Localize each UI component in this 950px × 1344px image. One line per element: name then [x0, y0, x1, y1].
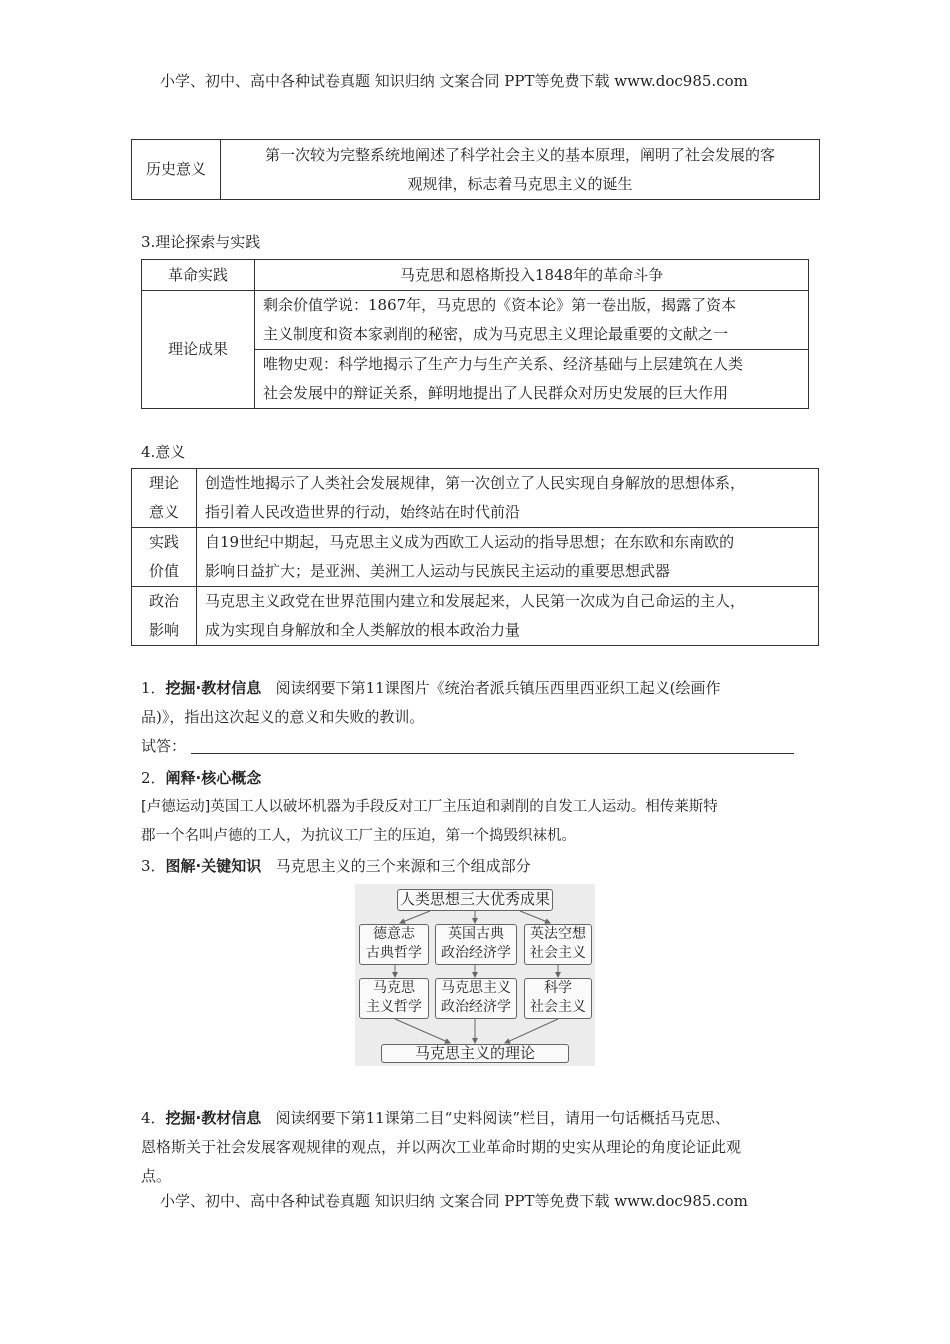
q1-heading: 挖掘·教材信息 [165, 679, 262, 697]
text-line: 指引着人民改造世界的行动，始终站在时代前沿 [205, 503, 521, 521]
significance-table [131, 468, 819, 646]
box-line: 古典哲学 [366, 945, 422, 961]
box-line: 社会主义 [530, 945, 586, 961]
q4-heading: 挖掘·教材信息 [165, 1109, 262, 1127]
box-line: 政治经济学 [441, 999, 511, 1015]
theory-surplus-value [255, 291, 809, 350]
practice-label: 革命实践 [142, 260, 255, 291]
q4-text-1: 阅读纲要下第11课第二目“史料阅读”栏目，请用一句话概括马克思、 [275, 1109, 730, 1127]
text-line: 马克思主义政党在世界范围内建立和发展起来，人民第一次成为自己命运的主人， [205, 592, 746, 610]
significance-text-2 [197, 528, 819, 587]
diagram-arrows [355, 884, 595, 1066]
question-3 [141, 852, 821, 881]
part-box-3 [524, 978, 592, 1019]
diagram-bottom-box: 马克思主义的理论 [381, 1044, 569, 1063]
q1-text-1: 阅读纲要下第11课图片《统治者派兵镇压西里西亚织工起义(绘画作 [275, 679, 721, 697]
q1-number: 1． [141, 679, 166, 697]
theory-row2-line1: 唯物史观：科学地揭示了生产力与生产关系、经济基础与上层建筑在人类 [263, 355, 744, 373]
box-line: 政治经济学 [441, 945, 511, 961]
question-1 [141, 674, 821, 761]
text-line: 成为实现自身解放和全人类解放的根本政治力量 [205, 621, 521, 639]
box-line: 马克思主义 [441, 980, 511, 996]
question-2 [141, 764, 831, 851]
part-box-2 [435, 978, 517, 1019]
history-line-1: 第一次较为完整系统地阐述了科学社会主义的基本原理，阐明了社会发展的客 [264, 145, 775, 164]
theory-row1-line2: 主义制度和资本家剥削的秘密，成为马克思主义理论最重要的文献之一 [263, 325, 729, 343]
text-line: 创造性地揭示了人类社会发展规律，第一次创立了人民实现自身解放的思想体系， [205, 474, 746, 492]
arrow [505, 1019, 558, 1043]
significance-label-3 [132, 587, 197, 646]
source-box-2 [435, 924, 517, 965]
label-line: 政治 [148, 592, 179, 610]
arrow [400, 911, 430, 923]
diagram-top-box: 人类思想三大优秀成果 [397, 889, 553, 911]
box-line: 科学 [544, 980, 572, 996]
page-header: 小学、初中、高中各种试卷真题 知识归纳 文案合同 PPT等免费下载 www.doc985.com [160, 72, 748, 90]
q1-answer-label: 试答： [141, 737, 187, 755]
q4-text-3: 点。 [141, 1167, 172, 1185]
theory-practice-table [141, 259, 809, 409]
q3-heading: 图解·关键知识 [165, 857, 262, 875]
practice-text: 马克思和恩格斯投入1848年的革命斗争 [255, 260, 809, 291]
theory-row1-line1: 剩余价值学说：1867年，马克思的《资本论》第一卷出版，揭露了资本 [263, 296, 737, 314]
box-line: 英法空想 [530, 926, 586, 942]
source-box-1 [359, 924, 429, 965]
box-line: 德意志 [373, 926, 415, 942]
label-line: 价值 [148, 562, 179, 580]
text-line: 自19世纪中期起，马克思主义成为西欧工人运动的指导思想；在东欧和东南欧的 [205, 533, 735, 551]
label-line: 意义 [148, 503, 179, 521]
q4-number: 4． [141, 1109, 166, 1127]
theory-label: 理论成果 [142, 291, 255, 409]
label-line: 理论 [148, 474, 179, 492]
q3-text: 马克思主义的三个来源和三个组成部分 [275, 857, 531, 875]
q4-text-2: 恩格斯关于社会发展客观规律的观点，并以两次工业革命时期的史实从理论的角度论证此观 [141, 1138, 742, 1156]
box-line: 主义哲学 [366, 999, 422, 1015]
box-line: 社会主义 [530, 999, 586, 1015]
significance-text-3 [197, 587, 819, 646]
section-3-title: 3.理论探索与实践 [141, 233, 261, 251]
part-box-1 [359, 978, 429, 1019]
box-line: 马克思 [373, 980, 415, 996]
q2-line-2: 郡一个名叫卢德的工人，为抗议工厂主的压迫，第一个捣毁织袜机。 [141, 828, 576, 844]
theory-historical-materialism [255, 350, 809, 409]
significance-label-2 [132, 528, 197, 587]
answer-line[interactable] [191, 732, 794, 754]
q1-text-2: 品)》，指出这次起义的意义和失败的教训。 [141, 708, 425, 726]
marxism-sources-diagram [355, 884, 595, 1066]
significance-text-1 [197, 469, 819, 528]
label-line: 实践 [148, 533, 179, 551]
q3-number: 3． [141, 857, 166, 875]
history-label: 历史意义 [132, 140, 221, 200]
label-line: 影响 [148, 621, 179, 639]
q2-line-1: [卢德运动]英国工人以破坏机器为手段反对工厂主压迫和剥削的自发工人运动。相传莱斯特 [141, 799, 718, 815]
history-line-2: 观规律，标志着马克思主义的诞生 [407, 174, 633, 193]
text-line: 影响日益扩大；是亚洲、美洲工人运动与民族民主运动的重要思想武器 [205, 562, 671, 580]
source-box-3 [524, 924, 592, 965]
box-line: 英国古典 [448, 926, 504, 942]
arrow [395, 1019, 450, 1043]
significance-label-1 [132, 469, 197, 528]
arrow [520, 911, 550, 923]
section-4-title: 4.意义 [141, 443, 186, 461]
history-table [131, 139, 820, 200]
page-footer: 小学、初中、高中各种试卷真题 知识归纳 文案合同 PPT等免费下载 www.doc985.com [160, 1192, 748, 1210]
q2-heading: 阐释·核心概念 [165, 769, 262, 787]
question-4 [141, 1104, 841, 1191]
history-content [221, 140, 820, 200]
q2-number: 2． [141, 769, 166, 787]
theory-row2-line2: 社会发展中的辩证关系，鲜明地提出了人民群众对历史发展的巨大作用 [263, 384, 729, 402]
